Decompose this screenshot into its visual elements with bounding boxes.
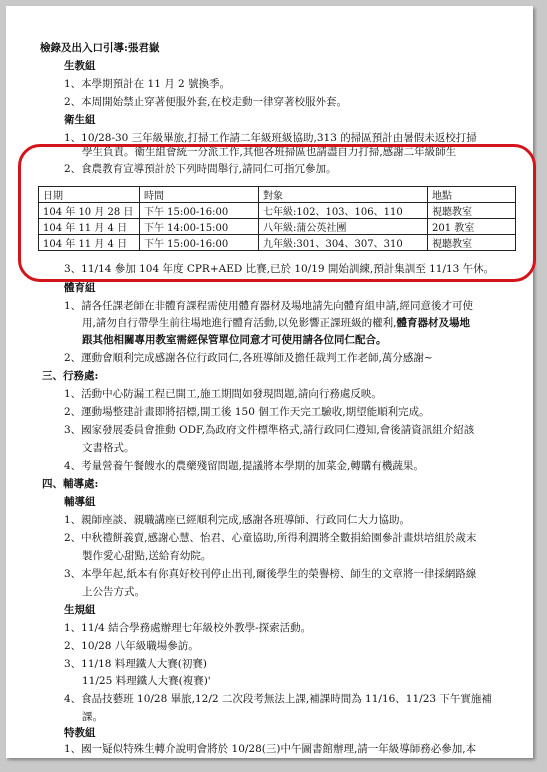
- section-title-sheng-jiao: 生教組: [64, 60, 96, 72]
- text-line: 1、活動中心防漏工程已開工,施工期間如發現問題,請向行務處反映。: [64, 388, 382, 400]
- section-title-sheng-huo: 生規組: [64, 604, 96, 616]
- text-line: [82, 317, 470, 330]
- section-title-ti-yu: 體育組: [64, 282, 96, 294]
- text-line: 1、親師座談、親職講座已經順利完成,感謝各班導師、行政同仁大力協助。: [64, 514, 411, 526]
- text-line: 製作愛心甜點,送給育幼院。: [82, 550, 212, 562]
- table-cell: 下午 14:00-15:00: [140, 219, 259, 235]
- section-title-te-jiao: 特教組: [64, 727, 96, 739]
- section-title-xing-wu: 三、行務處:: [42, 370, 99, 382]
- text-line: 2、運動場整建計畫即將招標,開工後 150 個工作天完工驗收,期望能順利完成。: [64, 406, 430, 418]
- section-title-wei-sheng: 衛生組: [64, 114, 96, 126]
- text-line: 學生負責。衛生組會統一分派工作,其他各班掃區也請盡自力打掃,感謝二年級師生: [82, 146, 457, 158]
- section-title-fu-dao: 四、輔導處:: [42, 478, 99, 490]
- text-line: 3、本學年起,紙本有你真好校刊停止出刊,爾後學生的榮譽榜、師生的文章將一律採網路線: [64, 568, 477, 580]
- subsection-title: 輔導組: [64, 496, 96, 508]
- text-line: 11/25 料理鐵人大賽(複賽)': [82, 675, 211, 687]
- text-line: 1、請各任課老師在非體育課程需使用體育器材及場地請先向體育組申請,經同意後才可使: [64, 300, 474, 312]
- text-line: 2、本周開始禁止穿著便服外套,在校走動一律穿著校服外套。: [64, 96, 348, 108]
- text-line: 課。: [82, 711, 103, 723]
- table-header-cell: 地點: [428, 187, 516, 203]
- text-line: 上公告方式。: [82, 586, 145, 598]
- text-line: 3、11/18 料理鐵人大賽(初賽): [64, 658, 207, 670]
- table-header-cell: 時間: [140, 187, 259, 203]
- header-line: 檢錄及出入口引導:張君嶽: [40, 42, 160, 54]
- text-line: 4、食品技藝班 10/28 畢旅,12/2 二次段考無法上課,補課時間為 11/16、11/23 下午實施補: [64, 693, 492, 705]
- text-line: 1、11/4 結合學務處辦理七年級校外教學-探索活動。: [64, 622, 312, 634]
- table-cell: 七年級:102、103、106、110: [259, 203, 428, 219]
- table-header-cell: 日期: [39, 187, 140, 203]
- text-span: 用,請勿自行帶學生前往場地進行體育活動,以免影響正課班級的權利,: [82, 317, 397, 329]
- text-line-bold: 跟其他相關專用教室需經保管單位同意才可使用請各位同仁配合。: [82, 334, 387, 346]
- table-cell: 104 年 10 月 28 日: [39, 203, 140, 219]
- text-line: 3、國家發展委員會推動 ODF,為政府文件標準格式,請行政同仁遵知,會後請資訊組介紹該: [64, 424, 475, 436]
- table-header-cell: 對象: [259, 187, 428, 203]
- text-line: 4、考量營養午餐餿水的農藥殘留問題,提議將本學期的加菜金,轉購有機蔬果。: [64, 460, 424, 472]
- text-line: 2、中秋禮餅義賣,感謝心慧、怡君、心童協助,所得利潤將全數捐給園參計畫烘培組於歲末: [64, 532, 477, 544]
- document-page: [6, 6, 533, 758]
- table-cell: 九年級:301、304、307、310: [259, 235, 428, 251]
- table-cell: 下午 15:00-16:00: [140, 235, 259, 251]
- text-line: 文書格式。: [82, 442, 135, 454]
- text-line: 1、國一疑似特殊生轉介說明會將於 10/28(三)中午圖書館辦理,請一年級導師務必參加,本: [64, 743, 477, 755]
- table-cell: 下午 15:00-16:00: [140, 203, 259, 219]
- table-cell: 八年級:蒲公英社團: [259, 219, 428, 235]
- text-line: 2、食農教育宣導預計於下列時間舉行,請同仁可指冗參加。: [64, 163, 337, 175]
- table-cell: 104 年 11 月 4 日: [39, 219, 140, 235]
- text-line: 1、10/28-30 三年級畢旅,打掃工作請二年級班級協助,313 的掃區預計由暑假未返校打掃: [64, 132, 477, 144]
- bold-text-span: 體育器材及場地: [396, 317, 471, 329]
- table-cell: 視聽教室: [428, 203, 516, 219]
- text-line: 2、運動會順利完成感謝各位行政同仁,各班導師及擔任裁判工作老師,萬分感謝~: [64, 352, 433, 364]
- table-cell: 201 教室: [428, 219, 516, 235]
- table-cell: 104 年 11 月 4 日: [39, 235, 140, 251]
- text-line: 2、10/28 八年級職場參訪。: [64, 640, 199, 652]
- text-line: 1、本學期預計在 11 月 2 號換季。: [64, 78, 231, 90]
- table-cell: 視聽教室: [428, 235, 516, 251]
- red-highlight-oval: [18, 144, 536, 282]
- text-line: 3、11/14 參加 104 年度 CPR+AED 比賽,已於 10/19 開始訓練,預計集訓至 11/13 午休。: [64, 263, 495, 275]
